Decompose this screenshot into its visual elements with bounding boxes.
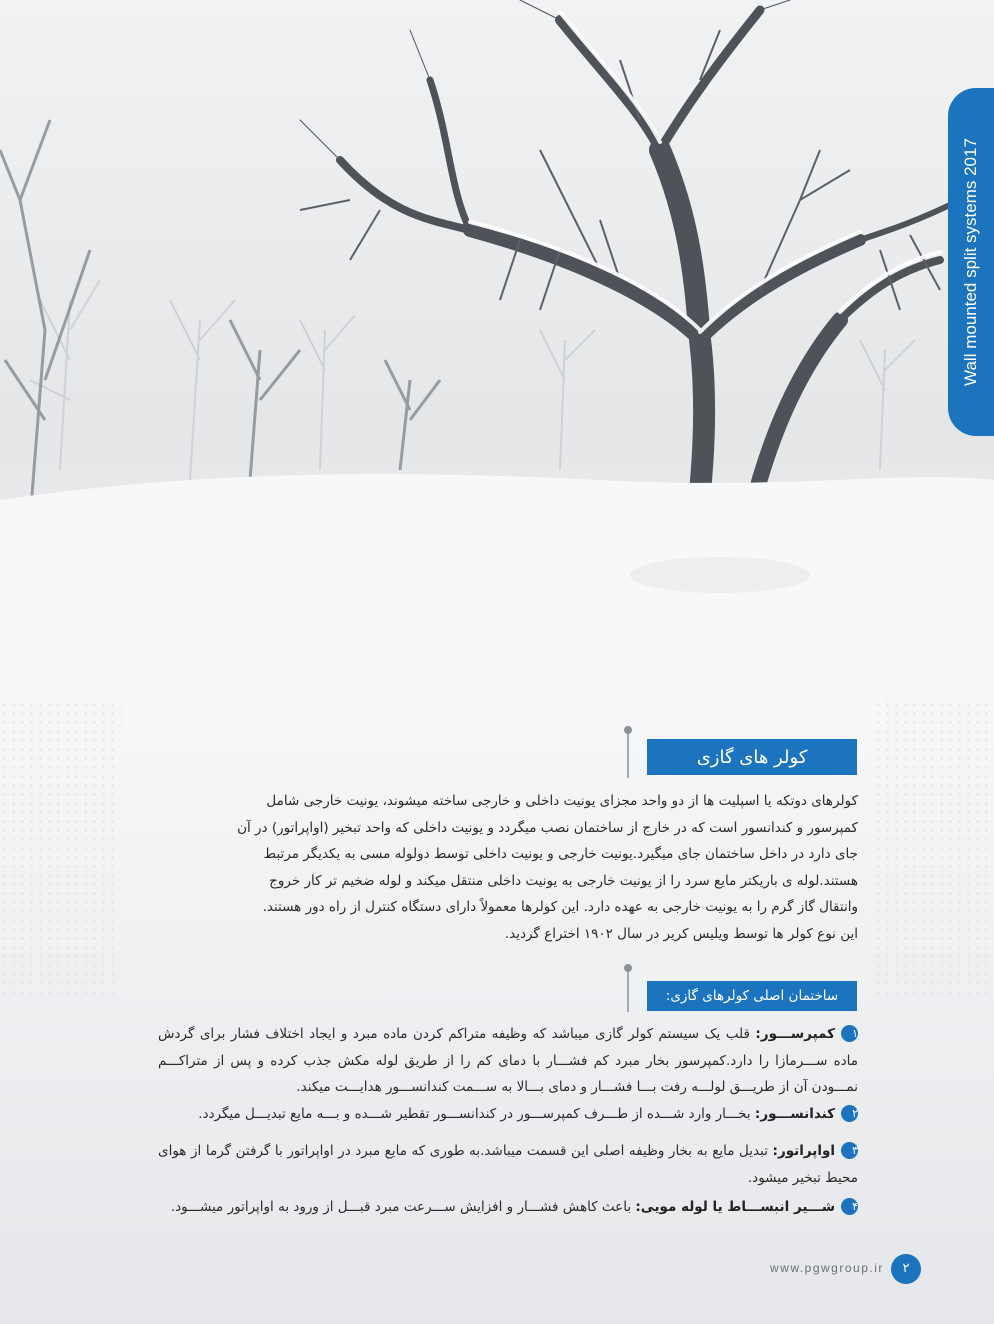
item-term: کمپرســـور: [755, 1026, 835, 1042]
paragraph-line: کولرهای دوتکه یا اسپلیت ها از دو واحد مجزای یونیت داخلی و خارجی ساخته میشوند، یونیت خارجی شامل [266, 793, 858, 809]
panel-tab-shape [124, 690, 886, 730]
item-term: شـــیر انبســـاط یا لوله مویی: [635, 1199, 835, 1215]
item-text: قلب یک سیستم کولر گازی میباشد که وظیفه متراکم کردن ماده مبرد و ایجاد اختلاف فشار برای گردش ماده ســـرمازا را دارد.کمپرسور بخار مبرد کم فشـــار با دمای کم را از طریق لوله مکش جذب کرده و پس از متراکـــم نمـــودن آن از طریـــق لولـــه رفت بـــا فشـــار و دمای بـــالا به ســـمت کندانســـور هدایـــت میکند. [158, 1026, 858, 1095]
side-tab-text: Wall mounted split systems 2017 [961, 138, 980, 386]
item-text: تبدیل مایع به بخار وظیفه اصلی این قسمت میباشد.به طوری که مایع مبرد در اواپراتور با گرفتن گرما از هوای محیط تبخیر میشود. [158, 1143, 858, 1186]
paragraph-line: هستند.لوله ی باریکتر مایع سرد را از یونیت خارجی به یونیت داخلی منتقل میکند و لوله ضخیم تر کار خروج [269, 872, 858, 889]
website-link[interactable]: www.pgwgroup.ir [770, 1261, 884, 1275]
subsection-heading: ساختمان اصلی کولرهای گازی: [647, 981, 857, 1011]
section-heading: کولر های گازی [647, 739, 857, 775]
number-badge: ۴ [841, 1198, 858, 1215]
side-tab [948, 88, 994, 436]
heading-pin [627, 730, 629, 778]
item-text: باعث کاهش فشـــار و افزایش ســـرعت مبرد قبـــل از ورود به اواپراتور میشـــود. [170, 1199, 636, 1215]
item-text: بخـــار وارد شـــده از طـــرف کمپرســـور در کندانســـور تقطیر شـــده و بـــه مایع تبدیـــل میگردد. [198, 1106, 755, 1122]
number-badge: ۲ [841, 1105, 858, 1122]
item-term: اواپراتور: [772, 1143, 835, 1159]
paragraph-line: این نوع کولر ها توسط ویلیس کریر در سال ۱۹۰۲ اختراع گردید. [504, 925, 858, 942]
paragraph-line: جای دارد در داخل ساختمان جای میگیرد.یونیت خارجی و یونیت داخلی توسط دولوله مسی به یکدیگر مرتبط [263, 846, 858, 862]
list-item-evaporator [158, 1138, 858, 1191]
list-item-condenser [158, 1101, 858, 1128]
number-badge: ۳ [841, 1142, 858, 1159]
intro-paragraph [158, 788, 858, 947]
dot-pattern-right [874, 700, 994, 1000]
list-item-compressor [158, 1021, 858, 1101]
dot-pattern-left [0, 700, 120, 1000]
item-term: کندانســـور: [754, 1106, 835, 1122]
subheading-pin [627, 968, 629, 1012]
paragraph-line: کمپرسور و کندانسور است که در خارج از ساختمان نصب میگردد و یونیت داخلی که واحد تبخیر (اواپراتور) در آن [237, 819, 858, 836]
paragraph-line: وانتقال گاز گرم را به یونیت خارجی به عهده دارد. این کولرها معمولاً دارای دستگاه کنترل از راه دور هستند. [262, 899, 858, 915]
number-badge: ۱ [841, 1025, 858, 1042]
page-number-badge: ۲ [891, 1254, 921, 1284]
list-item-expansion-valve [158, 1194, 858, 1221]
